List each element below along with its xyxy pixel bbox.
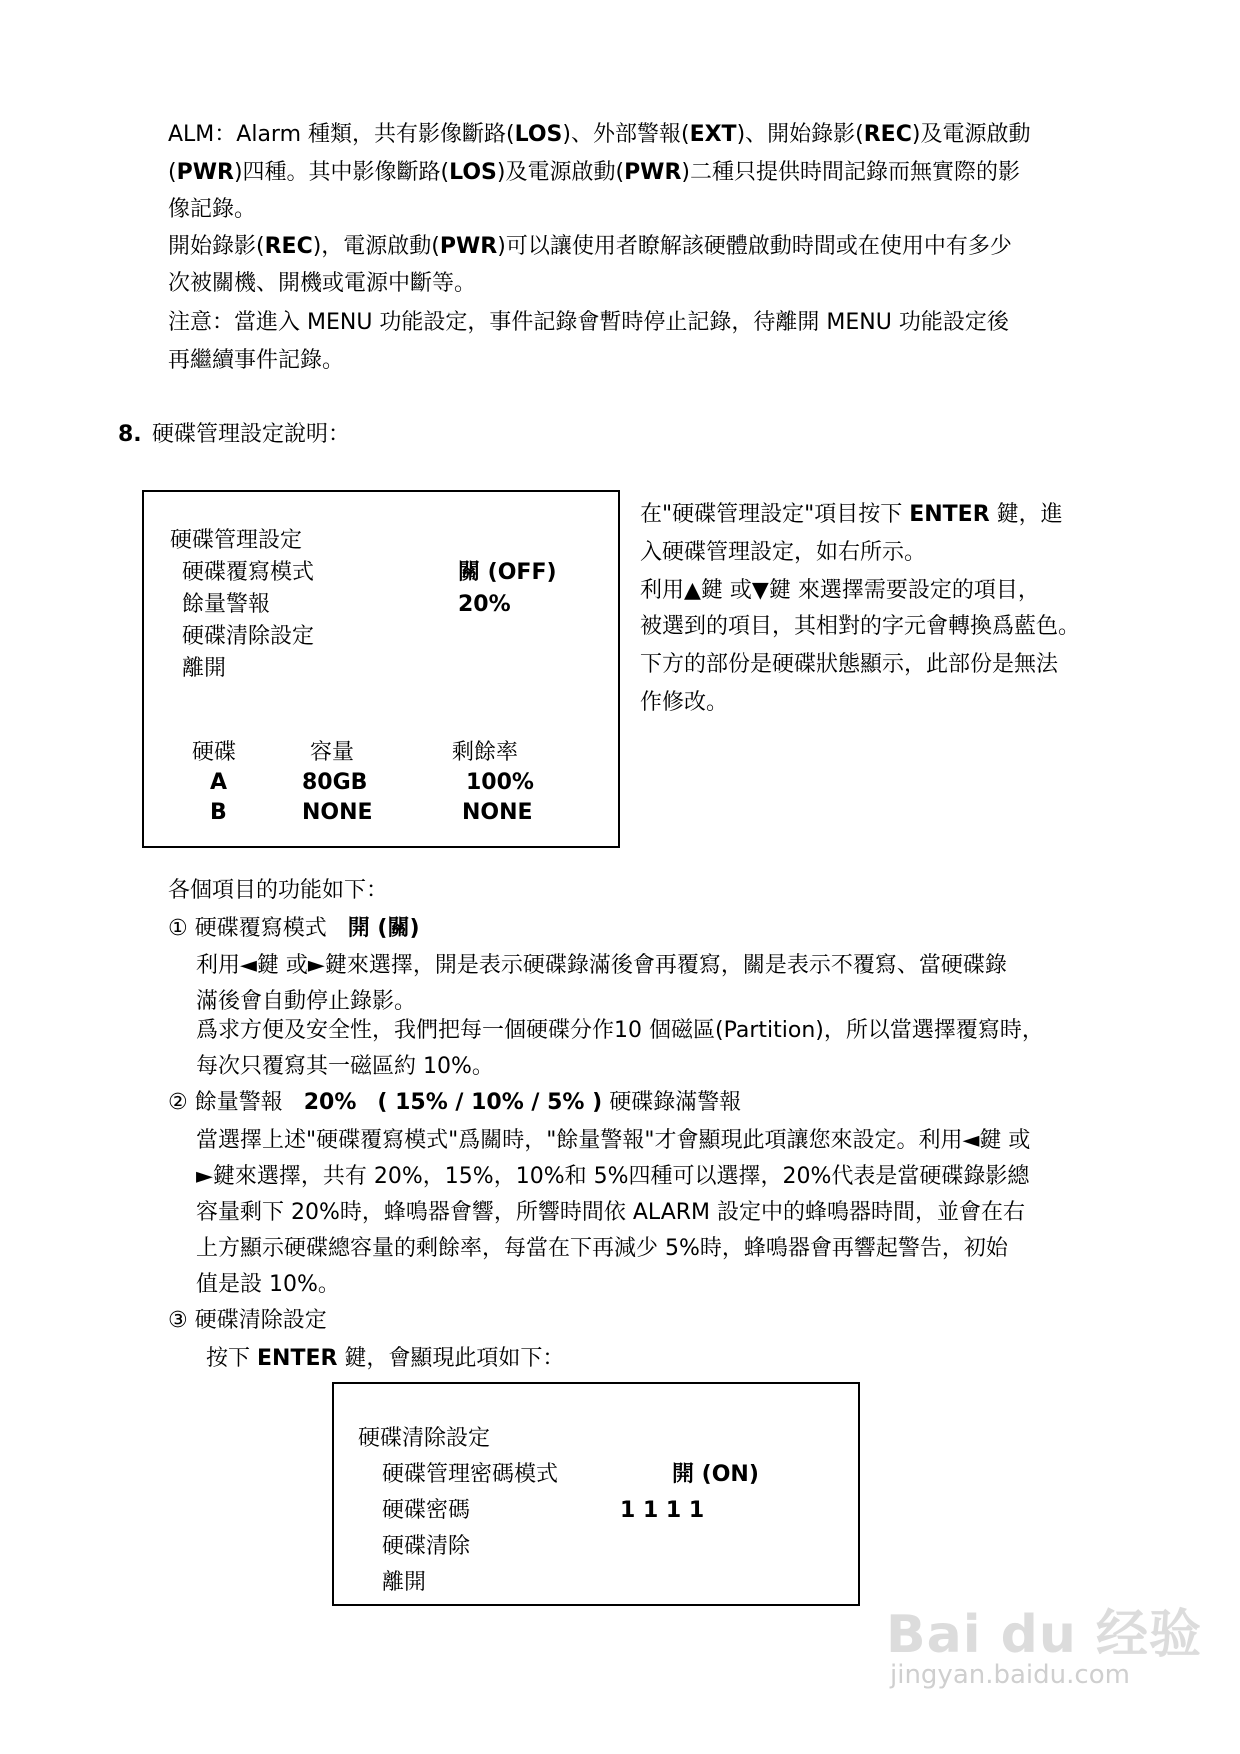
hdd-clear-menu <box>332 1382 860 1606</box>
alm-text: )、外部警報( <box>562 122 690 147</box>
menu2-item-password-mode[interactable]: 硬碟管理密碼模式 <box>382 1462 559 1487</box>
status-col-disk: 硬碟 <box>192 740 237 765</box>
status-row-b-disk: B <box>210 800 227 825</box>
functions-intro: 各個項目的功能如下： <box>168 878 389 903</box>
menu2-item-password[interactable]: 硬碟密碼 <box>382 1498 471 1523</box>
menu1-item-hdd-clear[interactable]: 硬碟清除設定 <box>182 624 315 649</box>
menu2-item-exit[interactable]: 離開 <box>382 1570 427 1595</box>
function-1-number: ① <box>168 916 188 941</box>
function-2-line-5: 值是設 10%。 <box>196 1272 340 1297</box>
function-3-heading <box>168 1310 327 1332</box>
function-2-number: ② <box>168 1090 188 1115</box>
alm-bold: LOS <box>449 160 497 185</box>
function-1-title: 硬碟覆寫模式 <box>194 916 327 941</box>
function-3-text: 鍵，會顯現此項如下： <box>337 1346 565 1371</box>
function-3-number: ③ <box>168 1308 188 1333</box>
alm-text: )二種只提供時間記錄而無實際的影 <box>681 160 1020 185</box>
function-1-heading <box>168 918 420 940</box>
side-line-1 <box>640 504 1063 526</box>
hdd-management-menu <box>142 490 620 848</box>
menu2-item-hdd-clear[interactable]: 硬碟清除 <box>382 1534 471 1559</box>
menu1-item-overwrite-mode[interactable]: 硬碟覆寫模式 <box>182 560 315 585</box>
alm-line-5: 次被關機、開機或電源中斷等。 <box>168 271 477 296</box>
menu1-item-capacity-alarm[interactable]: 餘量警報 <box>182 592 271 617</box>
menu2-password-mode-value: 開 (ON) <box>672 1462 759 1487</box>
status-row-b-capacity: NONE <box>302 800 373 825</box>
alm-text: )，電源啟動( <box>312 234 440 259</box>
alm-note-line-2: 再繼續事件記錄。 <box>168 348 345 373</box>
function-1-line-1: 利用◄鍵 或►鍵來選擇，開是表示硬碟錄滿後會再覆寫，關是表示不覆寫、當硬碟錄 <box>196 953 1007 978</box>
alm-text: )及電源啟動( <box>496 160 625 185</box>
alm-line-4 <box>168 236 1012 258</box>
function-2-alarm-label: 硬碟錄滿警報 <box>609 1090 742 1115</box>
status-row-b-remain: NONE <box>462 800 533 825</box>
menu1-capacity-alarm-value: 20% <box>458 592 511 617</box>
side-line-2: 入硬碟管理設定，如右所示。 <box>640 540 927 565</box>
alm-note-line-1: 注意：當進入 MENU 功能設定，事件記錄會暫時停止記錄，待離開 MENU 功能設定後 <box>168 310 1009 335</box>
status-col-remain: 剩餘率 <box>452 740 519 765</box>
menu2-title: 硬碟清除設定 <box>358 1426 491 1451</box>
menu1-overwrite-value: 關 (OFF) <box>458 560 557 585</box>
menu2-password-value: 1 1 1 1 <box>620 1498 705 1523</box>
alm-bold: LOS <box>514 122 563 147</box>
function-1-line-4: 每次只覆寫其一磁區約 10%。 <box>196 1054 494 1079</box>
side-text: 鍵，進 <box>989 502 1063 527</box>
status-row-a-remain: 100% <box>466 770 534 795</box>
status-row-a-disk: A <box>210 770 228 795</box>
side-line-6: 作修改。 <box>640 690 729 715</box>
alm-bold: PWR <box>439 234 498 259</box>
baidu-watermark-logo: Bai du 经验 <box>886 1605 1202 1665</box>
function-2-options: ( 15% / 10% / 5% ) <box>377 1090 603 1115</box>
function-2-line-3: 容量剩下 20%時，蜂鳴器會響，所響時間依 ALARM 設定中的蜂鳴器時間，並會在右 <box>196 1200 1026 1225</box>
function-1-line-3: 爲求方便及安全性，我們把每一個硬碟分作10 個磁區(Partition)，所以當選擇覆寫時， <box>196 1018 1044 1043</box>
alm-text: )四種。其中影像斷路( <box>233 160 450 185</box>
alm-bold: PWR <box>176 160 234 185</box>
alm-bold: PWR <box>624 160 682 185</box>
function-2-line-2: ►鍵來選擇，共有 20%，15%，10%和 5%四種可以選擇，20%代表是當硬碟錄影總 <box>196 1164 1030 1189</box>
alm-text: 開始錄影( <box>168 234 265 259</box>
alm-text: ( <box>168 160 177 185</box>
function-1-line-2: 滿後會自動停止錄影。 <box>196 989 417 1014</box>
status-col-capacity: 容量 <box>310 740 355 765</box>
function-3-title: 硬碟清除設定 <box>194 1308 327 1333</box>
alm-bold: REC <box>863 122 912 147</box>
baidu-watermark-url: jingyan.baidu.com <box>890 1660 1130 1690</box>
alm-bold: REC <box>264 234 313 259</box>
function-2-title: 餘量警報 <box>194 1090 283 1115</box>
side-line-3: 利用▲鍵 或▼鍵 來選擇需要設定的項目， <box>640 578 1040 603</box>
alm-bold: EXT <box>689 122 737 147</box>
alm-line-1 <box>168 124 1030 146</box>
function-3-text: 按下 <box>206 1346 257 1371</box>
function-2-line-4: 上方顯示硬碟總容量的剩餘率，每當在下再減少 5%時，蜂鳴器會再響起警告，初始 <box>196 1236 1008 1261</box>
alm-text: )、開始錄影( <box>736 122 864 147</box>
alm-line-2 <box>168 162 1020 184</box>
menu1-item-exit[interactable]: 離開 <box>182 656 227 681</box>
section-number: 8. <box>118 422 142 447</box>
side-bold: ENTER <box>909 502 990 527</box>
menu1-title: 硬碟管理設定 <box>170 528 303 553</box>
function-1-value: 開 (關) <box>347 916 420 941</box>
alm-text: )及電源啟動 <box>911 122 1031 147</box>
status-row-a-capacity: 80GB <box>302 770 368 795</box>
alm-line-3: 像記錄。 <box>168 197 257 222</box>
side-text: 在"硬碟管理設定"項目按下 <box>640 502 910 527</box>
function-3-line-1 <box>206 1348 564 1370</box>
side-line-5: 下方的部份是硬碟狀態顯示，此部份是無法 <box>640 652 1059 677</box>
side-line-4: 被選到的項目，其相對的字元會轉換爲藍色。 <box>640 614 1081 639</box>
alm-text: ALM：Alarm 種類，共有影像斷路( <box>168 122 515 147</box>
section-title: 硬碟管理設定說明： <box>152 422 351 447</box>
alm-text: )可以讓使用者瞭解該硬體啟動時間或在使用中有多少 <box>497 234 1012 259</box>
function-3-enter: ENTER <box>257 1346 338 1371</box>
function-2-heading <box>168 1092 741 1114</box>
function-2-value: 20% <box>303 1090 357 1115</box>
function-2-line-1: 當選擇上述"硬碟覆寫模式"爲關時，"餘量警報"才會顯現此項讓您來設定。利用◄鍵 或 <box>196 1128 1031 1153</box>
